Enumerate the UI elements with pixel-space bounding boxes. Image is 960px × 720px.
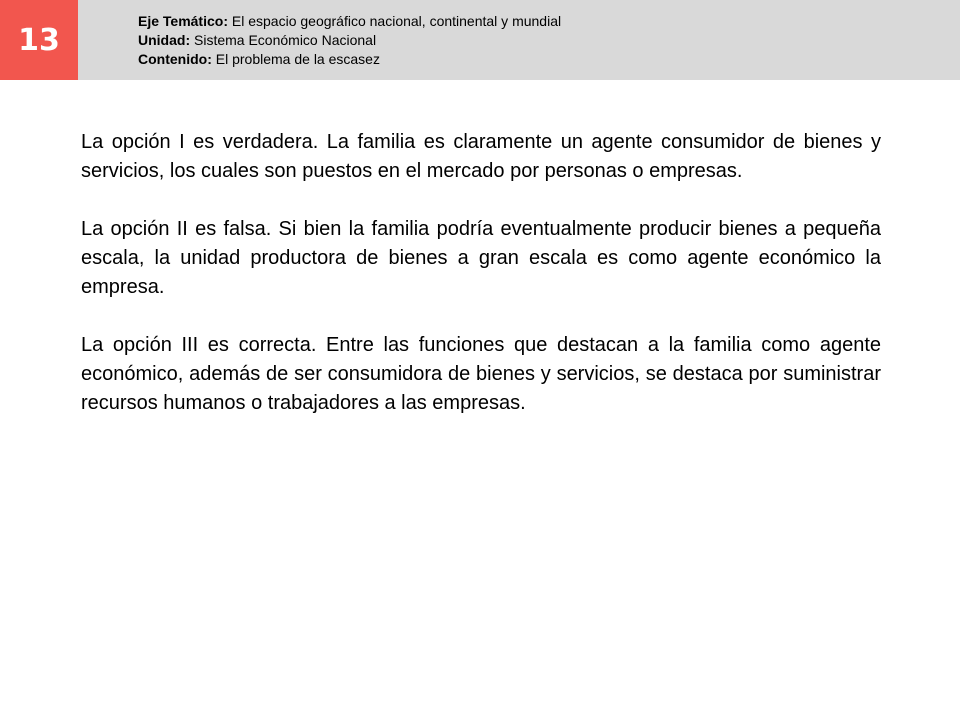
slide-body [81, 128, 881, 447]
unidad-label: Unidad: [138, 32, 191, 48]
eje-tematico-line [138, 12, 561, 31]
contenido-label: Contenido: [138, 51, 212, 67]
unidad-value: Sistema Económico Nacional [190, 32, 377, 48]
slide-number: 13 [18, 22, 60, 58]
slide-number-badge [0, 0, 78, 80]
contenido-line [138, 50, 561, 69]
header-bar [0, 0, 960, 80]
paragraph-option-ii: La opción II es falsa. Si bien la familia podría eventualmente producir bienes a pequeña escala, la unidad productora de bienes a gran escala es como agente económico la empresa. [81, 218, 881, 298]
eje-tematico-value: El espacio geográfico nacional, continental y mundial [228, 13, 562, 29]
eje-tematico-label: Eje Temático: [138, 13, 228, 29]
unidad-line [138, 31, 561, 50]
contenido-value: El problema de la escasez [211, 51, 380, 67]
paragraph-option-i: La opción I es verdadera. La familia es claramente un agente consumidor de bienes y servicios, los cuales son puestos en el mercado por personas o empresas. [81, 131, 881, 182]
paragraph-option-iii: La opción III es correcta. Entre las funciones que destacan a la familia como agente económico, además de ser consumidora de bienes y servicios, se destaca por suministrar recursos humanos o trabajadores a las empresas. [81, 334, 881, 414]
topic-metadata [138, 12, 561, 69]
